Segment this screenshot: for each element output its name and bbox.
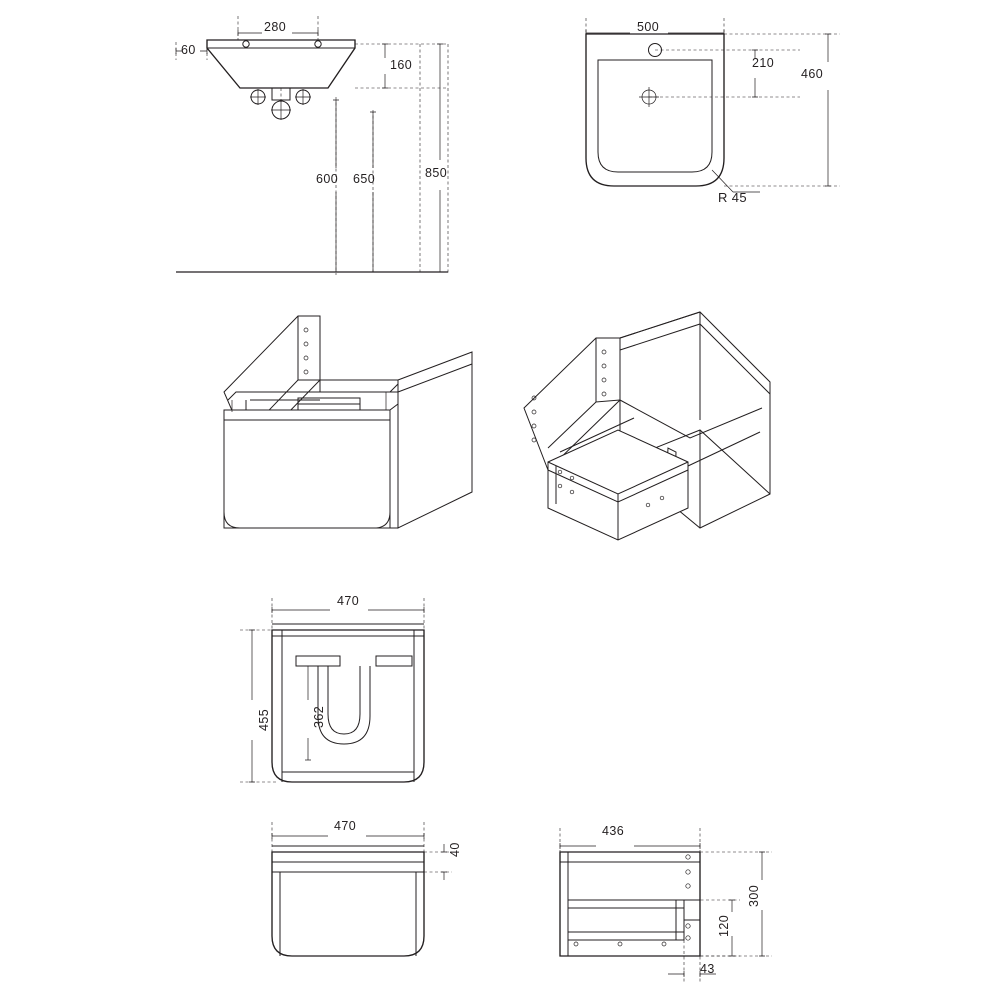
cabinet-side-section-geometry: [560, 828, 772, 982]
dim-label-basin-850: 850: [425, 166, 448, 180]
dim-label-basin-650: 650: [353, 172, 376, 186]
dim-label-side-436: 436: [602, 824, 625, 838]
dim-label-front-470: 470: [334, 819, 357, 833]
cabinet-iso-closed-geometry: [224, 316, 472, 528]
basin-side-elevation-geometry: [176, 16, 448, 275]
basin-plan-view-geometry: [586, 18, 840, 192]
dim-label-section-455: 455: [257, 708, 271, 731]
dim-label-plan-460: 460: [801, 67, 824, 81]
dim-label-basin-160: 160: [390, 58, 413, 72]
dim-label-basin-600: 600: [316, 172, 339, 186]
dim-label-side-120: 120: [717, 914, 731, 937]
dim-label-plan-500: 500: [637, 20, 660, 34]
dim-label-section-362: 362: [312, 705, 326, 728]
cabinet-front-section-geometry: [240, 598, 424, 782]
dim-label-front-40: 40: [448, 842, 462, 857]
dim-label-plan-r45: R 45: [718, 190, 748, 205]
cabinet-iso-open-geometry: [524, 312, 770, 540]
dim-label-section-470: 470: [337, 594, 360, 608]
dim-label-side-43: 43: [700, 962, 715, 976]
dim-label-side-300: 300: [747, 884, 761, 907]
cabinet-front-elevation-geometry: [272, 819, 452, 956]
dim-label-plan-210: 210: [752, 56, 775, 70]
dim-label-basin-280: 280: [264, 20, 287, 34]
dim-label-basin-60: 60: [181, 43, 196, 57]
